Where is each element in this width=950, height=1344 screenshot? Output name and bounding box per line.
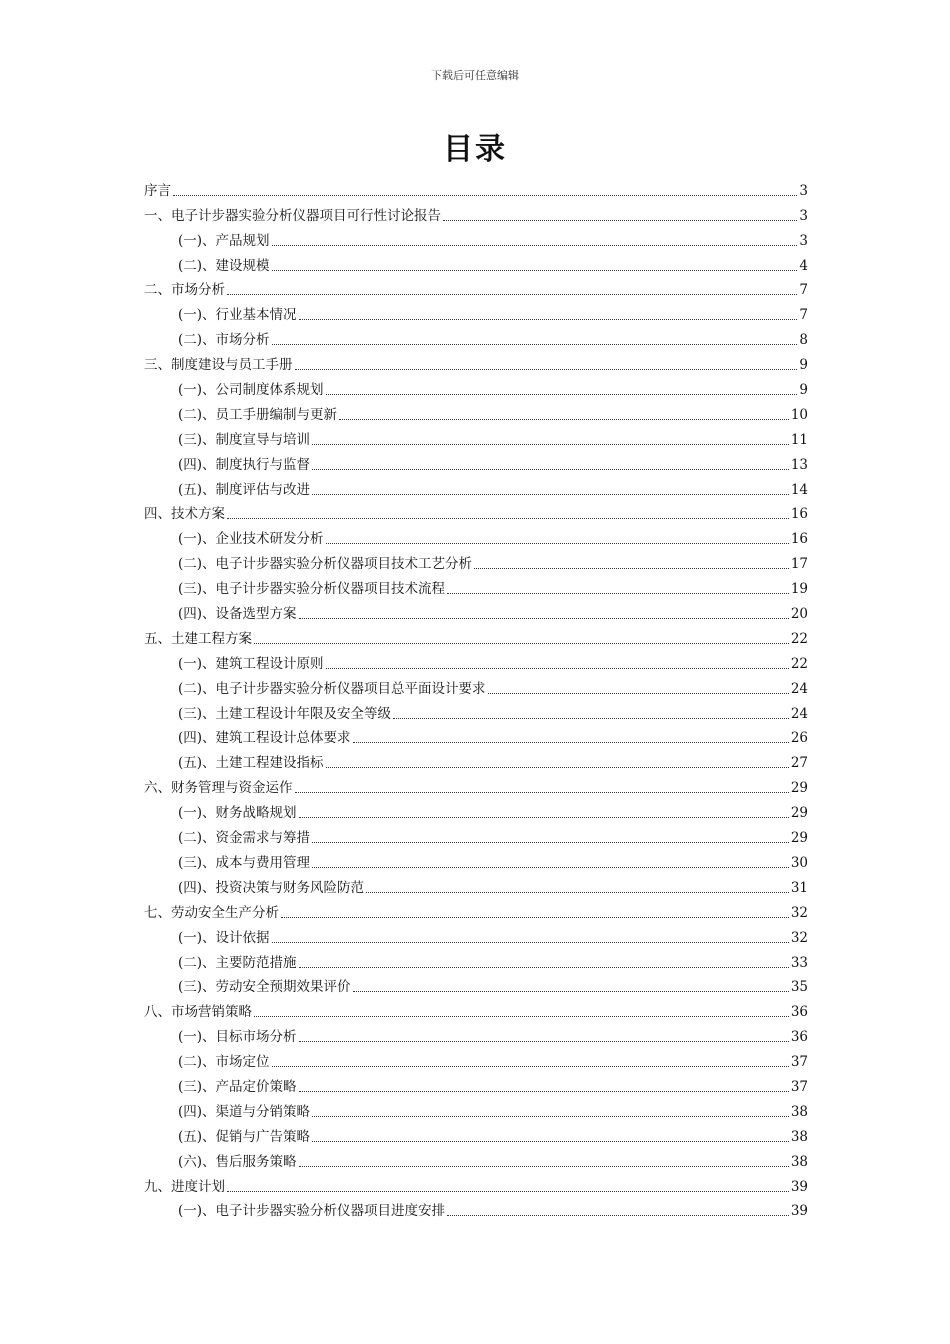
toc-entry[interactable] — [144, 499, 808, 524]
toc-dot-leader — [447, 593, 789, 594]
toc-entry[interactable] — [144, 673, 808, 698]
toc-dot-leader — [488, 693, 789, 694]
toc-dot-leader — [312, 1141, 789, 1142]
toc-entry-label: (五)、土建工程建设指标 — [178, 755, 324, 772]
toc-dot-leader — [474, 568, 789, 569]
toc-entry-label: (四)、渠道与分销策略 — [178, 1103, 311, 1120]
toc-dot-leader — [353, 991, 789, 992]
toc-entry-page: 38 — [790, 1153, 808, 1170]
toc-entry-label: 三、制度建设与员工手册 — [144, 357, 293, 374]
toc-dot-leader — [443, 220, 797, 221]
toc-entry[interactable] — [144, 922, 808, 947]
toc-dot-leader — [326, 543, 789, 544]
toc-dot-leader — [173, 195, 797, 196]
toc-dot-leader — [227, 518, 789, 519]
toc-dot-leader — [272, 344, 798, 345]
header-note: 下载后可任意编辑 — [431, 69, 519, 82]
toc-entry-page: 4 — [799, 257, 808, 274]
toc-entry-page: 9 — [799, 382, 808, 399]
toc-dot-leader — [299, 1166, 789, 1167]
toc-entry-page: 24 — [790, 705, 808, 722]
toc-entry-page: 37 — [790, 1078, 808, 1095]
toc-entry-label: (二)、员工手册编制与更新 — [178, 406, 338, 423]
toc-entry-page: 39 — [790, 1178, 808, 1195]
toc-entry-page: 32 — [790, 904, 808, 921]
toc-entry-page: 3 — [799, 232, 808, 249]
toc-entry[interactable] — [144, 698, 808, 723]
toc-entry-label: (四)、建筑工程设计总体要求 — [178, 730, 351, 747]
toc-entry-page: 16 — [790, 506, 808, 523]
toc-entry[interactable] — [144, 573, 808, 598]
toc-entry[interactable] — [144, 947, 808, 972]
toc-dot-leader — [326, 767, 789, 768]
toc-dot-leader — [272, 270, 798, 271]
toc-entry-label: (二)、资金需求与筹措 — [178, 830, 311, 847]
toc-entry[interactable] — [144, 349, 808, 374]
toc-entry-page: 24 — [790, 680, 808, 697]
toc-entry[interactable] — [144, 847, 808, 872]
toc-entry-label: (一)、目标市场分析 — [178, 1029, 297, 1046]
toc-entry[interactable] — [144, 747, 808, 772]
toc-dot-leader — [227, 1191, 789, 1192]
toc-entry-label: (二)、电子计步器实验分析仪器项目技术工艺分析 — [178, 556, 473, 573]
toc-entry[interactable] — [144, 1096, 808, 1121]
toc-entry-label: (一)、电子计步器实验分析仪器项目进度安排 — [178, 1203, 446, 1220]
toc-entry[interactable] — [144, 1071, 808, 1096]
toc-entry-label: (一)、财务战略规划 — [178, 805, 297, 822]
toc-entry-page: 29 — [790, 780, 808, 797]
toc-entry-page: 35 — [790, 979, 808, 996]
toc-entry[interactable] — [144, 1046, 808, 1071]
toc-entry[interactable] — [144, 822, 808, 847]
toc-entry-page: 22 — [790, 655, 808, 672]
toc-entry[interactable] — [144, 424, 808, 449]
toc-entry-page: 26 — [790, 730, 808, 747]
toc-entry-label: (五)、促销与广告策略 — [178, 1128, 311, 1145]
toc-entry-page: 10 — [790, 406, 808, 423]
toc-entry-label: (二)、建设规模 — [178, 257, 270, 274]
toc-entry-page: 33 — [790, 954, 808, 971]
toc-dot-leader — [312, 867, 789, 868]
toc-entry-page: 38 — [790, 1103, 808, 1120]
toc-entry-label: (二)、市场分析 — [178, 332, 270, 349]
toc-entry[interactable] — [144, 523, 808, 548]
toc-dot-leader — [339, 419, 789, 420]
toc-entry-page: 9 — [799, 357, 808, 374]
toc-entry-label: (三)、成本与费用管理 — [178, 854, 311, 871]
toc-entry[interactable] — [144, 772, 808, 797]
toc-entry-page: 27 — [790, 755, 808, 772]
toc-entry-page: 36 — [790, 1029, 808, 1046]
toc-entry-page: 16 — [790, 531, 808, 548]
toc-entry-page: 17 — [790, 556, 808, 573]
toc-entry[interactable] — [144, 324, 808, 349]
toc-entry-label: (一)、设计依据 — [178, 929, 270, 946]
toc-entry[interactable] — [144, 1171, 808, 1196]
toc-entry-label: 八、市场营销策略 — [144, 1004, 252, 1021]
toc-dot-leader — [272, 942, 789, 943]
toc-entry-label: (三)、劳动安全预期效果评价 — [178, 979, 351, 996]
toc-entry[interactable] — [144, 374, 808, 399]
toc-entry-label: (一)、企业技术研发分析 — [178, 531, 324, 548]
toc-entry-page: 3 — [799, 182, 808, 199]
toc-entry-label: (一)、行业基本情况 — [178, 307, 297, 324]
toc-entry-label: (一)、产品规划 — [178, 232, 270, 249]
toc-entry-label: 七、劳动安全生产分析 — [144, 904, 279, 921]
toc-entry[interactable] — [144, 996, 808, 1021]
toc-dot-leader — [254, 1016, 789, 1017]
toc-entry[interactable] — [144, 1021, 808, 1046]
toc-dot-leader — [272, 245, 798, 246]
toc-entry-label: (三)、制度宣导与培训 — [178, 431, 311, 448]
toc-dot-leader — [312, 842, 789, 843]
toc-dot-leader — [326, 394, 798, 395]
page-title: 目录 — [443, 132, 507, 167]
toc-dot-leader — [299, 319, 798, 320]
toc-dot-leader — [312, 469, 789, 470]
toc-entry-label: (二)、主要防范措施 — [178, 954, 297, 971]
toc-entry-label: (四)、制度执行与监督 — [178, 456, 311, 473]
toc-dot-leader — [353, 742, 789, 743]
toc-dot-leader — [393, 718, 789, 719]
toc-entry-label: 序言 — [144, 182, 171, 199]
toc-entry-page: 13 — [790, 456, 808, 473]
toc-entry[interactable] — [144, 797, 808, 822]
toc-entry[interactable] — [144, 1146, 808, 1171]
toc-entry-page: 3 — [799, 207, 808, 224]
toc-entry[interactable] — [144, 648, 808, 673]
toc-entry-page: 11 — [790, 431, 808, 448]
toc-entry-page: 29 — [790, 830, 808, 847]
toc-entry[interactable] — [144, 872, 808, 897]
toc-entry-label: 四、技术方案 — [144, 506, 225, 523]
toc-dot-leader — [227, 294, 797, 295]
toc-entry-label: 九、进度计划 — [144, 1178, 225, 1195]
toc-entry-label: 二、市场分析 — [144, 282, 225, 299]
toc-entry-page: 20 — [790, 606, 808, 623]
toc-entry-label: (四)、设备选型方案 — [178, 606, 297, 623]
toc-entry[interactable] — [144, 1196, 808, 1221]
toc-entry-page: 8 — [799, 332, 808, 349]
toc-entry-page: 7 — [799, 307, 808, 324]
toc-entry-label: (三)、产品定价策略 — [178, 1078, 297, 1095]
toc-entry-page: 39 — [790, 1203, 808, 1220]
toc-dot-leader — [272, 1066, 789, 1067]
toc-dot-leader — [299, 1091, 789, 1092]
toc-entry[interactable] — [144, 623, 808, 648]
toc-entry[interactable] — [144, 449, 808, 474]
toc-entry[interactable] — [144, 250, 808, 275]
toc-entry[interactable] — [144, 225, 808, 250]
toc-entry[interactable] — [144, 598, 808, 623]
toc-entry-page: 38 — [790, 1128, 808, 1145]
toc-entry-label: (六)、售后服务策略 — [178, 1153, 297, 1170]
toc-entry[interactable] — [144, 275, 808, 300]
toc-dot-leader — [299, 817, 789, 818]
toc-entry[interactable] — [144, 548, 808, 573]
toc-entry[interactable] — [144, 299, 808, 324]
toc-entry-label: (二)、电子计步器实验分析仪器项目总平面设计要求 — [178, 680, 486, 697]
toc-entry[interactable] — [144, 897, 808, 922]
toc-entry[interactable] — [144, 175, 808, 200]
toc-entry-page: 30 — [790, 854, 808, 871]
toc-dot-leader — [299, 618, 789, 619]
toc-entry-page: 32 — [790, 929, 808, 946]
toc-entry-page: 29 — [790, 805, 808, 822]
toc-entry-label: (五)、制度评估与改进 — [178, 481, 311, 498]
toc-dot-leader — [312, 444, 789, 445]
toc-entry-label: (四)、投资决策与财务风险防范 — [178, 879, 365, 896]
toc-entry[interactable] — [144, 200, 808, 225]
toc-dot-leader — [254, 643, 789, 644]
toc-entry[interactable] — [144, 972, 808, 997]
toc-entry[interactable] — [144, 723, 808, 748]
toc-dot-leader — [447, 1215, 789, 1216]
toc-entry-page: 31 — [790, 879, 808, 896]
toc-entry-page: 19 — [790, 581, 808, 598]
toc-entry[interactable] — [144, 474, 808, 499]
toc-entry-page: 7 — [799, 282, 808, 299]
toc-entry-label: (三)、土建工程设计年限及安全等级 — [178, 705, 392, 722]
toc-entry-page: 22 — [790, 630, 808, 647]
toc-entry-label: (一)、建筑工程设计原则 — [178, 655, 324, 672]
toc-entry-label: (二)、市场定位 — [178, 1054, 270, 1071]
toc-entry-page: 14 — [790, 481, 808, 498]
toc-dot-leader — [299, 967, 789, 968]
toc-dot-leader — [326, 668, 789, 669]
toc-dot-leader — [295, 792, 789, 793]
toc-entry-label: (一)、公司制度体系规划 — [178, 382, 324, 399]
toc-dot-leader — [366, 892, 789, 893]
toc-entry-label: 一、电子计步器实验分析仪器项目可行性讨论报告 — [144, 207, 441, 224]
toc-entry-label: (三)、电子计步器实验分析仪器项目技术流程 — [178, 581, 446, 598]
toc-dot-leader — [312, 494, 789, 495]
toc-dot-leader — [295, 369, 798, 370]
toc-entry-label: 六、财务管理与资金运作 — [144, 780, 293, 797]
toc-entry[interactable] — [144, 1121, 808, 1146]
toc-entry-page: 37 — [790, 1054, 808, 1071]
toc-dot-leader — [312, 1116, 789, 1117]
toc-entry-label: 五、土建工程方案 — [144, 630, 252, 647]
toc-dot-leader — [299, 1041, 789, 1042]
toc-dot-leader — [281, 917, 789, 918]
table-of-contents — [144, 175, 808, 1220]
toc-entry[interactable] — [144, 399, 808, 424]
toc-entry-page: 36 — [790, 1004, 808, 1021]
